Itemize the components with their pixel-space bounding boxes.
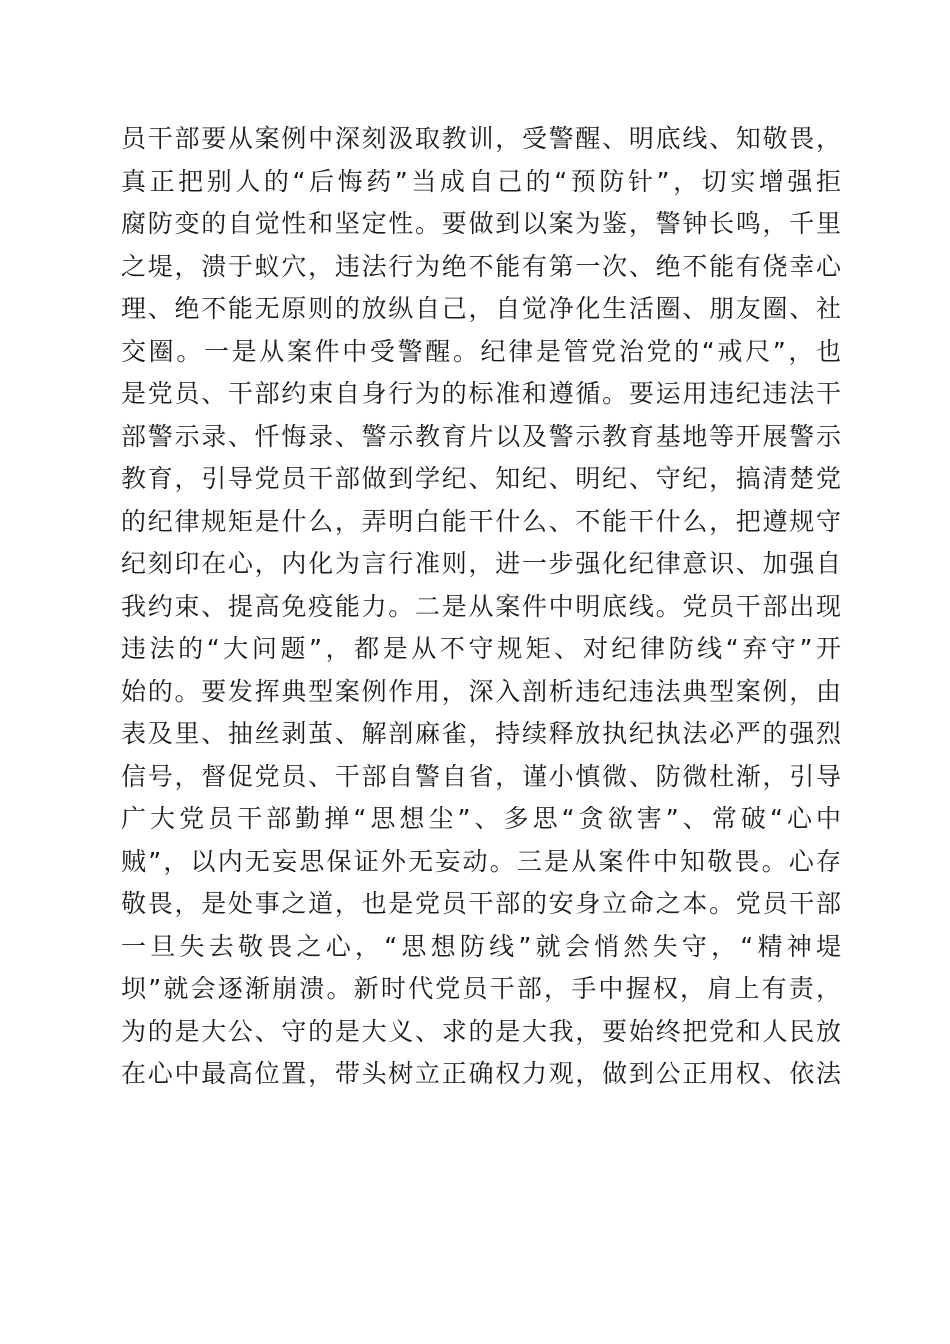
text-line: 始的。要发挥典型案例作用，深入剖析违纪违法典型案例，由 xyxy=(121,676,841,706)
text-line: 坝”就会逐渐崩溃。新时代党员干部，手中握权，肩上有责， xyxy=(121,974,841,1003)
text-line: 信号，督促党员、干部自警自省，谨小慎微、防微杜渐，引导 xyxy=(121,761,841,791)
text-line: 广大党员干部勤掸“思想尘”、多思“贪欲害”、常破“心中 xyxy=(121,804,841,833)
text-line: 我约束、提高免疫能力。二是从案件中明底线。党员干部出现 xyxy=(121,591,841,621)
text-line: 部警示录、忏悔录、警示教育片以及警示教育基地等开展警示 xyxy=(121,421,841,451)
text-line: 教育，引导党员干部做到学纪、知纪、明纪、守纪，搞清楚党 xyxy=(121,464,841,493)
text-line: 的纪律规矩是什么，弄明白能干什么、不能干什么，把遵规守 xyxy=(121,506,841,536)
text-line: 违法的“大问题”，都是从不守规矩、对纪律防线“弃守”开 xyxy=(121,634,841,663)
text-line: 之堤，溃于蚁穴，违法行为绝不能有第一次、绝不能有侥幸心 xyxy=(121,251,841,281)
text-line: 一旦失去敬畏之心，“思想防线”就会悄然失守，“精神堤 xyxy=(121,931,841,961)
text-line: 敬畏，是处事之道，也是党员干部的安身立命之本。党员干部 xyxy=(121,889,841,918)
body-paragraph xyxy=(121,118,841,1096)
text-line: 理、绝不能无原则的放纵自己，自觉净化生活圈、朋友圈、社 xyxy=(121,294,841,323)
text-line: 是党员、干部约束自身行为的标准和遵循。要运用违纪违法干 xyxy=(121,379,841,408)
text-line: 真正把别人的“后悔药”当成自己的“预防针”，切实增强拒 xyxy=(121,166,841,196)
text-line: 员干部要从案例中深刻汲取教训，受警醒、明底线、知敬畏， xyxy=(121,124,841,153)
text-line: 为的是大公、守的是大义、求的是大我，要始终把党和人民放 xyxy=(121,1016,841,1046)
text-line: 在心中最高位置，带头树立正确权力观，做到公正用权、依法 xyxy=(121,1059,841,1088)
text-line: 腐防变的自觉性和坚定性。要做到以案为鉴，警钟长鸣，千里 xyxy=(121,209,841,238)
text-line: 交圈。一是从案件中受警醒。纪律是管党治党的“戒尺”，也 xyxy=(121,336,841,366)
text-line: 纪刻印在心，内化为言行准则，进一步强化纪律意识、加强自 xyxy=(121,549,841,578)
text-line: 表及里、抽丝剥茧、解剖麻雀，持续释放执纪执法必严的强烈 xyxy=(121,719,841,748)
text-line: 贼”，以内无妄思保证外无妄动。三是从案件中知敬畏。心存 xyxy=(121,846,841,876)
